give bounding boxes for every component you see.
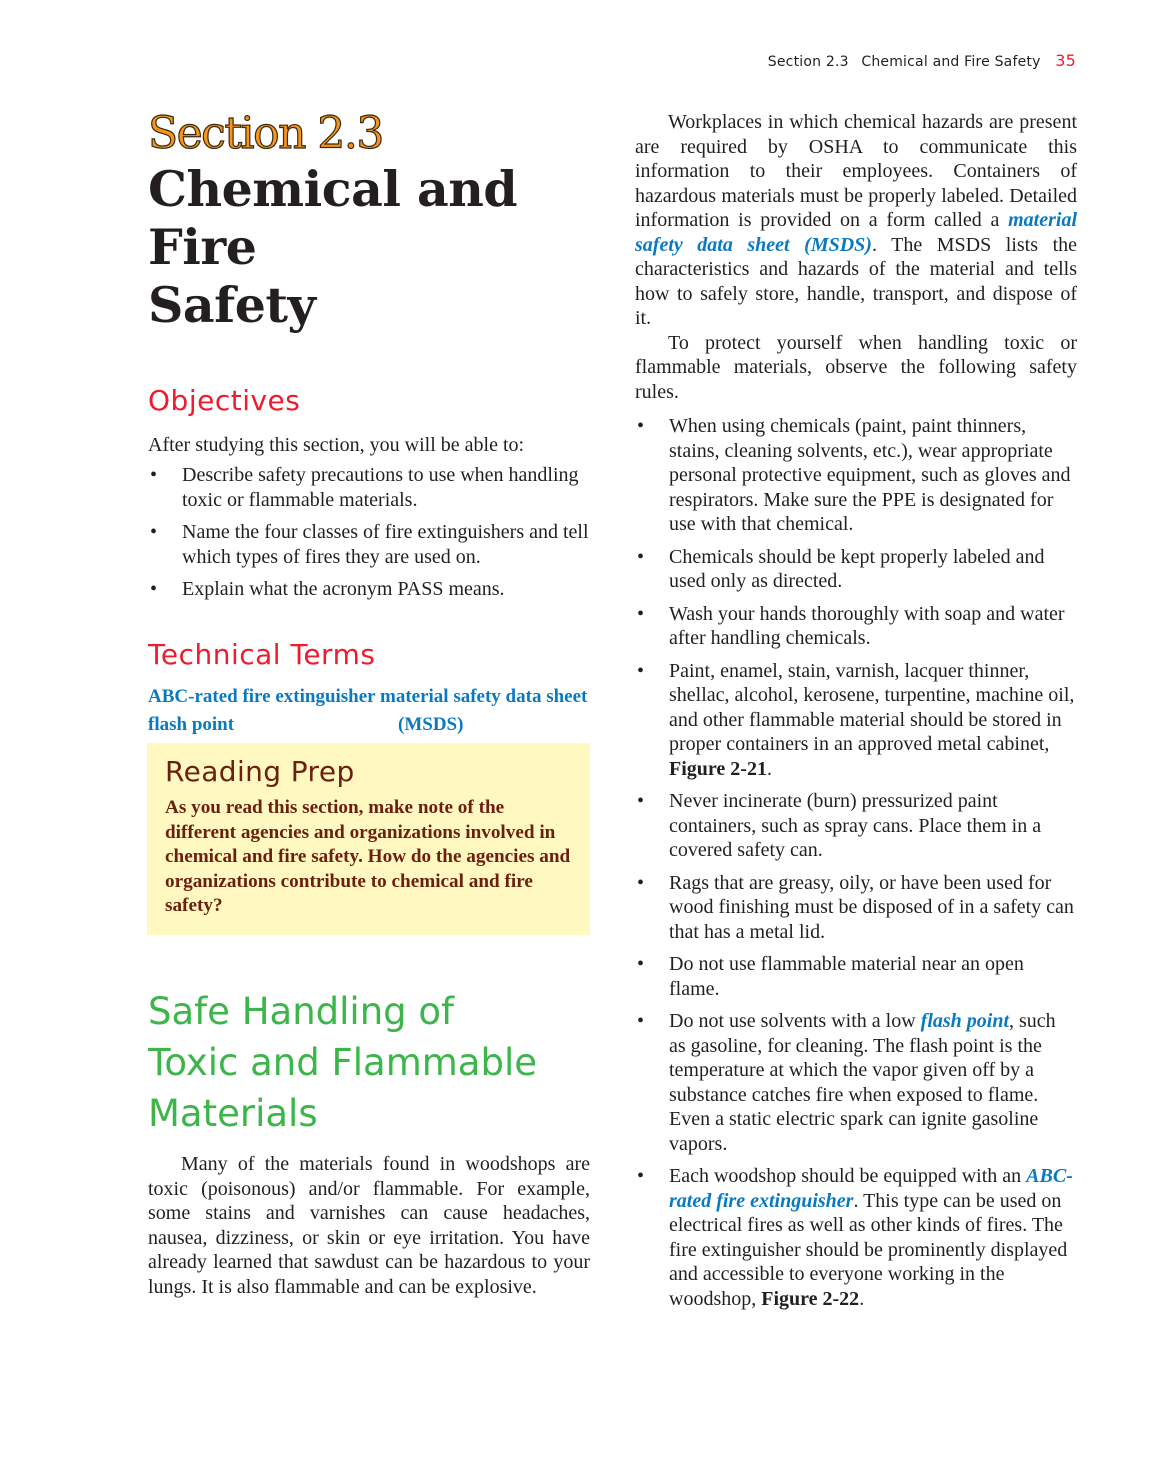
safety-rule-end: . xyxy=(859,1287,865,1310)
right-column xyxy=(635,110,1077,1319)
term-msds: material safety data sheet (MSDS) xyxy=(380,685,588,735)
reading-prep-heading: Reading Prep xyxy=(165,755,355,788)
safe-handling-heading xyxy=(148,986,598,1139)
safe-handling-heading-line2: Toxic and Flammable xyxy=(148,1041,537,1084)
section-title-line1: Chemical and Fire xyxy=(148,160,518,276)
page-number: 35 xyxy=(1055,51,1076,70)
safety-rule xyxy=(635,1164,1077,1311)
reading-prep-body: As you read this section, make note of the different agencies and organizations involved in chemical and fire safety. How do the agencies and organizations contribute to chemical and fire safety? xyxy=(165,797,571,916)
objectives-heading: Objectives xyxy=(148,384,301,417)
safety-rule: • Do not use flammable material near an open flame. xyxy=(635,952,1077,1001)
objectives-list xyxy=(148,463,590,602)
key-term-msds: material safety data sheet (MSDS) xyxy=(635,209,1077,256)
technical-terms-heading: Technical Terms xyxy=(148,637,376,671)
safety-rule: • When using chemicals (paint, paint thinners, stains, cleaning solvents, etc.), wear appropriate personal protective equipment, such as gloves and respirators. Make sure the PPE is designated for use with that chemical. xyxy=(635,414,1077,537)
objective-item: • Describe safety precautions to use when handling toxic or flammable materials. xyxy=(148,463,590,512)
safety-rules-intro: To protect yourself when handling toxic or flammable materials, observe the following safety rules. xyxy=(635,331,1077,403)
safety-rule-text: Do not use solvents with a low xyxy=(669,1010,921,1032)
figure-ref-2-22: Figure 2-22 xyxy=(761,1287,860,1310)
objective-item: • Name the four classes of fire extinguishers and tell which types of fires they are used on. xyxy=(148,520,590,569)
running-head-title: Chemical and Fire Safety xyxy=(861,54,1041,70)
section-title-line2: Safety xyxy=(148,276,316,334)
safety-rule-text: Paint, enamel, stain, varnish, lacquer thinner, shellac, alcohol, kerosene, turpentine, machine oil, and other flammable material should be stored in proper containers in an approved metal cabinet, xyxy=(669,659,1075,755)
safe-handling-heading-line3: Materials xyxy=(148,1092,318,1135)
safety-rule-end: . xyxy=(766,757,772,780)
objective-item: • Explain what the acronym PASS means. xyxy=(148,577,590,602)
safe-handling-heading-line1: Safe Handling of xyxy=(148,990,455,1033)
safe-handling-paragraph: Many of the materials found in woodshops are toxic (poisonous) and/or flammable. For example, some stains and varnishes can cause headaches, nausea, dizziness, or skin or eye irritation. You have already learned that sawdust can be hazardous to your lungs. It is also flammable and can be explosive. xyxy=(148,1153,590,1298)
running-head-section: Section 2.3 xyxy=(767,54,849,70)
left-column xyxy=(148,108,590,768)
safety-rule-text: Each woodshop should be equipped with an xyxy=(669,1165,1027,1187)
objectives-intro: After studying this section, you will be able to: xyxy=(148,434,525,456)
msds-paragraph-text: Workplaces in which chemical hazards are present are required by OSHA to communicate this information to their employees. Containers of hazardous materials must be properly labeled. Detailed information is provided on a form called a xyxy=(635,111,1077,231)
msds-paragraph xyxy=(635,110,1077,331)
section-title xyxy=(148,160,590,334)
msds-paragraph-text-end: . The MSDS lists the characteristics and hazards of the material and tells how to safely store, handle, transport, and dispose of it. xyxy=(635,233,1077,329)
key-term-flash-point: flash point xyxy=(920,1010,1010,1032)
section-label: Section 2.3 xyxy=(148,108,383,159)
safety-rule xyxy=(635,1009,1077,1156)
safety-rule-text-end: , such as gasoline, for cleaning. The flash point is the temperature at which the vapor given off by a substance catches fire when exposed to flame. Even a static electric spark can ignite gasoline vapors. xyxy=(669,1010,1056,1155)
figure-ref-2-21: Figure 2-21 xyxy=(669,757,767,780)
running-head xyxy=(768,51,1076,70)
safety-rule xyxy=(635,659,1077,782)
safety-rule: • Rags that are greasy, oily, or have been used for wood finishing must be disposed of in a safety can that has a metal lid. xyxy=(635,871,1077,945)
reading-prep-box xyxy=(147,743,590,935)
safety-rule-text-mid: . This type can be used on electrical fires as well as other kinds of fires. The fire extinguisher should be prominently displayed and accessible to everyone working in the woodshop, xyxy=(669,1189,1068,1310)
safety-rule: • Never incinerate (burn) pressurized paint containers, such as spray cans. Place them in a covered safety can. xyxy=(635,789,1077,863)
key-term-abc-extinguisher: ABC-rated fire extinguisher xyxy=(669,1165,1073,1212)
safety-rules-list xyxy=(635,414,1077,1311)
term-flash-point: flash point xyxy=(148,714,235,735)
safety-rule: • Wash your hands thoroughly with soap and water after handling chemicals. xyxy=(635,602,1077,651)
safety-rule: • Chemicals should be kept properly labeled and used only as directed. xyxy=(635,545,1077,594)
term-abc-rated-fire-extinguisher: ABC-rated fire extinguisher xyxy=(148,685,376,707)
